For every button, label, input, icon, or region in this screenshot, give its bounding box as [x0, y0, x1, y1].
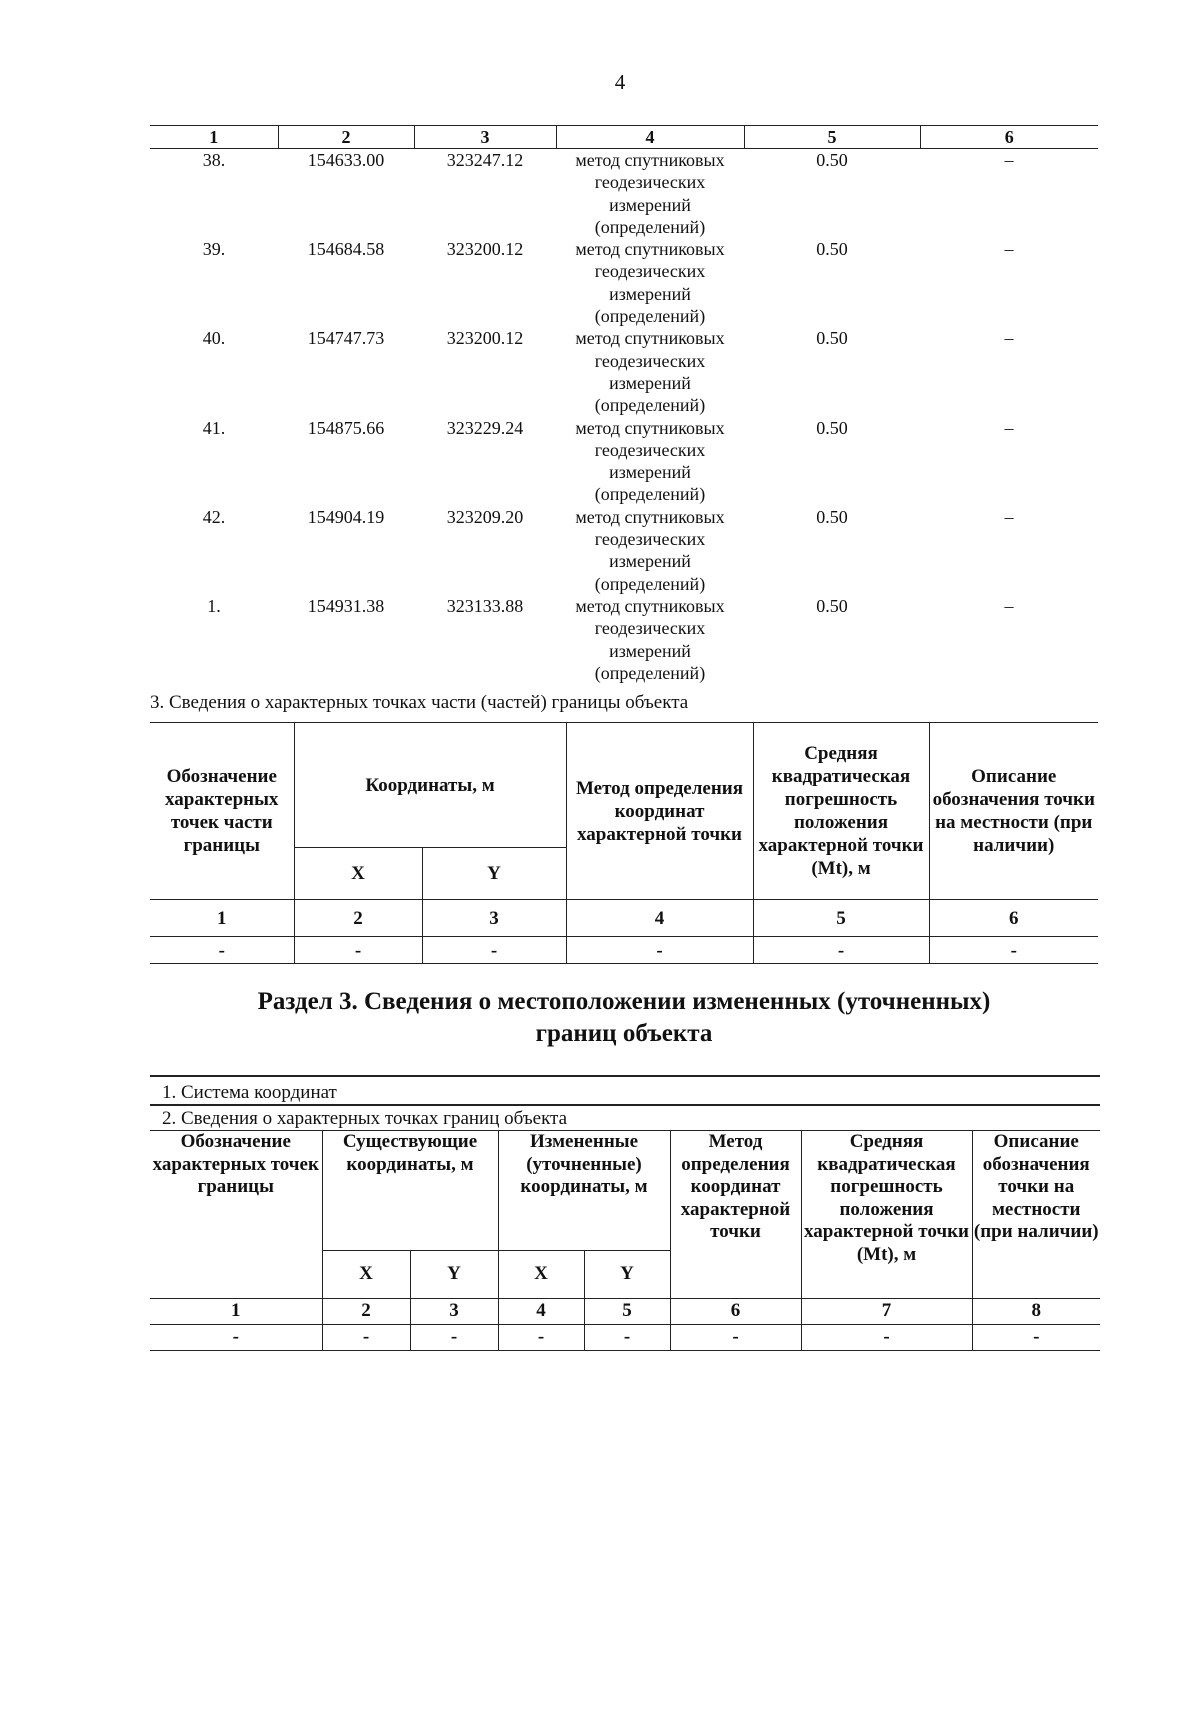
column-number: 3: [414, 126, 556, 149]
header-x: X: [294, 848, 422, 900]
header-method: Метод определения координат характерной точки: [670, 1131, 801, 1299]
method: [556, 327, 744, 416]
point-number: 1.: [207, 595, 221, 616]
x-coordinate: 154684.58: [307, 239, 385, 260]
method-line: измерений: [609, 462, 691, 483]
part-boundary-points-table: [150, 722, 1098, 964]
column-number: 2: [294, 900, 422, 937]
method-line: геодезических: [594, 618, 706, 639]
mt-value: 0.50: [816, 328, 848, 349]
column-number: 5: [753, 900, 929, 937]
column-number: 6: [920, 126, 1098, 149]
header-existing-x: X: [322, 1251, 410, 1299]
column-numbers-row: [150, 900, 1098, 937]
mt-value: 0.50: [816, 506, 848, 527]
column-number: 2: [278, 126, 414, 149]
column-number: 1: [150, 1299, 322, 1325]
column-number: 5: [584, 1299, 670, 1325]
header-changed-coordinates: Измененные (уточненные) координаты, м: [498, 1131, 670, 1251]
description: –: [1004, 150, 1014, 170]
description: –: [1004, 595, 1014, 616]
y-coordinate: 323200.12: [446, 328, 524, 349]
empty-cell: -: [294, 937, 422, 964]
x-coordinate: 154747.73: [307, 328, 385, 349]
header-mt: Средняя квадратическая погрешность положения характерной точки (Mt), м: [801, 1131, 972, 1299]
description: –: [1004, 328, 1014, 349]
empty-cell: -: [584, 1325, 670, 1351]
method-line: метод спутниковых: [575, 150, 725, 170]
column-number: 2: [322, 1299, 410, 1325]
x-coordinate: 154633.00: [307, 150, 385, 170]
mt-value: 0.50: [816, 239, 848, 260]
y-coordinate: 323209.20: [446, 506, 524, 527]
header-changed-y: Y: [584, 1251, 670, 1299]
table-row: [150, 595, 1098, 684]
changed-boundary-points-table: [150, 1130, 1100, 1351]
table-header-row: [150, 126, 1098, 149]
header-changed-x: X: [498, 1251, 584, 1299]
method-line: (определений): [594, 662, 706, 683]
x-coordinate: 154931.38: [307, 595, 385, 616]
table-row: [150, 417, 1098, 506]
method-line: измерений: [609, 194, 691, 215]
point-number: 39.: [202, 239, 226, 260]
method-line: метод спутниковых: [575, 595, 725, 616]
empty-cell: -: [498, 1325, 584, 1351]
empty-cell: -: [753, 937, 929, 964]
column-number: 1: [150, 900, 294, 937]
description: –: [1004, 417, 1014, 438]
column-number: 3: [410, 1299, 498, 1325]
column-number: 6: [670, 1299, 801, 1325]
empty-cell: -: [150, 937, 294, 964]
empty-cell: -: [566, 937, 753, 964]
x-coordinate: 154875.66: [307, 417, 385, 438]
x-coordinate: 154904.19: [307, 506, 385, 527]
column-numbers-row: [150, 1299, 1100, 1325]
method-line: метод спутниковых: [575, 506, 725, 527]
table-row: [150, 149, 1098, 239]
method-line: (определений): [594, 395, 706, 416]
y-coordinate: 323200.12: [446, 239, 524, 260]
coordinate-system-caption: 1. Система координат: [162, 1082, 337, 1103]
point-number: 38.: [202, 150, 226, 170]
header-designation: Обозначение характерных точек границы: [150, 1131, 322, 1299]
column-number: 4: [498, 1299, 584, 1325]
method-line: (определений): [594, 573, 706, 594]
header-existing-y: Y: [410, 1251, 498, 1299]
point-number: 42.: [202, 506, 226, 527]
method-line: геодезических: [594, 261, 706, 282]
mt-value: 0.50: [816, 150, 848, 170]
column-number: 1: [150, 126, 278, 149]
method-line: (определений): [594, 484, 706, 505]
method-line: геодезических: [594, 172, 706, 193]
column-number: 8: [972, 1299, 1100, 1325]
header-description: Описание обозначения точки на местности (при наличии): [972, 1131, 1100, 1299]
method-line: (определений): [594, 216, 706, 237]
column-number: 3: [422, 900, 566, 937]
point-number: 40.: [202, 328, 226, 349]
method-line: геодезических: [594, 529, 706, 550]
table-row: [150, 1325, 1100, 1351]
y-coordinate: 323247.12: [446, 150, 524, 170]
section-title-line: границ объекта: [535, 1020, 713, 1047]
method-line: измерений: [609, 551, 691, 572]
header-y: Y: [422, 848, 566, 900]
empty-cell: -: [410, 1325, 498, 1351]
method-line: геодезических: [594, 439, 706, 460]
method-line: измерений: [609, 283, 691, 304]
empty-cell: -: [670, 1325, 801, 1351]
header-coordinates: Координаты, м: [294, 723, 566, 848]
method: [556, 238, 744, 327]
empty-cell: -: [322, 1325, 410, 1351]
points-caption: 2. Сведения о характерных точках границ объекта: [162, 1108, 568, 1129]
method-line: метод спутниковых: [575, 417, 725, 438]
column-number: 5: [744, 126, 920, 149]
description: –: [1004, 506, 1014, 527]
method-line: геодезических: [594, 350, 706, 371]
section-title-line: Раздел 3. Сведения о местоположении измененных (уточненных): [257, 988, 991, 1015]
header-designation: Обозначение характерных точек части границы: [150, 723, 294, 900]
table-row: [150, 506, 1098, 595]
table-row: [150, 937, 1098, 964]
point-number: 41.: [202, 417, 226, 438]
y-coordinate: 323133.88: [446, 595, 524, 616]
column-number: 4: [566, 900, 753, 937]
method: [556, 149, 744, 239]
table-row: [150, 238, 1098, 327]
divider: [150, 1075, 1100, 1077]
section-3-title: [150, 986, 1098, 1050]
column-number: 7: [801, 1299, 972, 1325]
empty-cell: -: [929, 937, 1098, 964]
column-number: 6: [929, 900, 1098, 937]
mt-value: 0.50: [816, 595, 848, 616]
method-line: измерений: [609, 372, 691, 393]
description: –: [1004, 239, 1014, 260]
header-mt: Средняя квадратическая погрешность положения характерной точки (Mt), м: [753, 723, 929, 900]
header-existing-coordinates: Существующие координаты, м: [322, 1131, 498, 1251]
method: [556, 595, 744, 684]
empty-cell: -: [972, 1325, 1100, 1351]
method-line: измерений: [609, 640, 691, 661]
header-description: Описание обозначения точки на местности (при наличии): [929, 723, 1098, 900]
method-line: метод спутниковых: [575, 328, 725, 349]
coordinates-table-continuation: [150, 125, 1098, 684]
part-boundary-caption: 3. Сведения о характерных точках части (частей) границы объекта: [150, 692, 689, 713]
empty-cell: -: [422, 937, 566, 964]
header-method: Метод определения координат характерной точки: [566, 723, 753, 900]
page-number: 4: [614, 70, 626, 94]
column-number: 4: [556, 126, 744, 149]
divider: [150, 1104, 1100, 1106]
method-line: метод спутниковых: [575, 239, 725, 260]
method-line: (определений): [594, 306, 706, 327]
table-row: [150, 327, 1098, 416]
empty-cell: -: [150, 1325, 322, 1351]
mt-value: 0.50: [816, 417, 848, 438]
y-coordinate: 323229.24: [446, 417, 524, 438]
empty-cell: -: [801, 1325, 972, 1351]
method: [556, 506, 744, 595]
method: [556, 417, 744, 506]
